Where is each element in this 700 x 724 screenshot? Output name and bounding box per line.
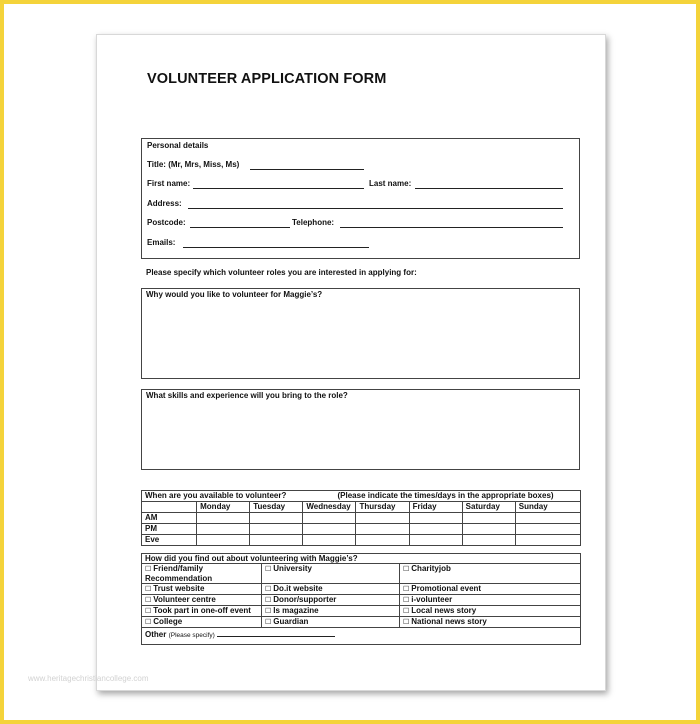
availability-row <box>142 524 581 535</box>
availability-cell[interactable] <box>356 513 409 524</box>
availability-cell[interactable] <box>303 535 356 546</box>
source-option[interactable] <box>400 564 581 584</box>
source-other-row <box>142 628 581 645</box>
source-option[interactable] <box>142 595 262 606</box>
telephone-field[interactable] <box>340 227 563 228</box>
form-title: VOLUNTEER APPLICATION FORM <box>147 71 387 87</box>
availability-cell[interactable] <box>515 524 580 535</box>
why-volunteer-heading: Why would you like to volunteer for Maggie’s? <box>146 290 323 299</box>
source-option-label: Took part in one-off event <box>153 606 251 615</box>
availability-cell[interactable] <box>250 524 303 535</box>
source-option[interactable] <box>262 584 400 595</box>
availability-row <box>142 513 581 524</box>
source-option-label: Promotional event <box>411 584 482 593</box>
source-option-label: Donor/supporter <box>273 595 337 604</box>
checkbox-icon[interactable]: ☐ <box>145 608 152 615</box>
personal-details-heading: Personal details <box>147 141 209 150</box>
emails-label: Emails: <box>147 238 176 247</box>
availability-cell[interactable] <box>409 535 462 546</box>
time-label: Eve <box>142 535 197 546</box>
availability-cell[interactable] <box>197 513 250 524</box>
availability-cell[interactable] <box>197 524 250 535</box>
source-option[interactable] <box>400 617 581 628</box>
checkbox-icon[interactable]: ☐ <box>403 597 410 604</box>
source-row <box>142 595 581 606</box>
source-option-label: National news story <box>411 617 487 626</box>
source-option[interactable] <box>262 617 400 628</box>
source-row <box>142 606 581 617</box>
day-header: Sunday <box>515 502 580 513</box>
availability-cell[interactable] <box>409 513 462 524</box>
availability-cell[interactable] <box>250 535 303 546</box>
source-option[interactable] <box>262 606 400 617</box>
checkbox-icon[interactable]: ☐ <box>265 597 272 604</box>
availability-cell[interactable] <box>303 524 356 535</box>
day-header: Friday <box>409 502 462 513</box>
checkbox-icon[interactable]: ☐ <box>145 619 152 626</box>
personal-details-box <box>141 138 580 259</box>
checkbox-icon[interactable]: ☐ <box>145 597 152 604</box>
skills-box[interactable] <box>141 389 580 470</box>
source-table <box>141 553 581 645</box>
source-option-label: Local news story <box>411 606 477 615</box>
checkbox-icon[interactable]: ☐ <box>403 619 410 626</box>
availability-cell[interactable] <box>462 513 515 524</box>
availability-cell[interactable] <box>250 513 303 524</box>
form-page <box>96 34 606 691</box>
source-option-label: Volunteer centre <box>153 595 216 604</box>
source-row <box>142 617 581 628</box>
checkbox-icon[interactable]: ☐ <box>403 586 410 593</box>
availability-cell[interactable] <box>515 535 580 546</box>
other-note: (Please specify) <box>168 632 215 639</box>
checkbox-icon[interactable]: ☐ <box>265 608 272 615</box>
postcode-field[interactable] <box>190 227 290 228</box>
checkbox-icon[interactable]: ☐ <box>265 566 272 573</box>
other-field[interactable] <box>217 628 335 637</box>
source-option-label: University <box>273 564 312 573</box>
source-option-label: Charityjob <box>411 564 451 573</box>
title-field[interactable] <box>250 169 364 170</box>
source-heading-row <box>142 554 581 564</box>
checkbox-icon[interactable]: ☐ <box>403 608 410 615</box>
source-option[interactable] <box>262 595 400 606</box>
other-label: Other <box>145 630 167 639</box>
first-name-field[interactable] <box>193 188 364 189</box>
availability-cell[interactable] <box>515 513 580 524</box>
time-label: AM <box>142 513 197 524</box>
postcode-label: Postcode: <box>147 218 186 227</box>
corner-cell <box>142 502 197 513</box>
other-cell <box>142 628 581 645</box>
address-label: Address: <box>147 199 182 208</box>
checkbox-icon[interactable]: ☐ <box>403 566 410 573</box>
source-row <box>142 564 581 584</box>
watermark: www.heritagechristiancollege.com <box>28 674 149 683</box>
source-option-label: i-volunteer <box>411 595 453 604</box>
availability-cell[interactable] <box>197 535 250 546</box>
address-field[interactable] <box>188 208 563 209</box>
title-label: Title: (Mr, Mrs, Miss, Ms) <box>147 160 240 169</box>
source-option[interactable] <box>142 584 262 595</box>
availability-cell[interactable] <box>462 535 515 546</box>
last-name-field[interactable] <box>415 188 563 189</box>
checkbox-icon[interactable]: ☐ <box>145 586 152 593</box>
checkbox-icon[interactable]: ☐ <box>145 566 152 573</box>
availability-row <box>142 535 581 546</box>
source-option-label: Is magazine <box>273 606 319 615</box>
first-name-label: First name: <box>147 179 191 188</box>
checkbox-icon[interactable]: ☐ <box>265 619 272 626</box>
availability-table <box>141 490 581 546</box>
last-name-label: Last name: <box>369 179 412 188</box>
checkbox-icon[interactable]: ☐ <box>265 586 272 593</box>
skills-heading: What skills and experience will you bring to the role? <box>146 391 348 400</box>
availability-cell[interactable] <box>409 524 462 535</box>
source-row <box>142 584 581 595</box>
source-option[interactable] <box>142 606 262 617</box>
source-option-label: Guardian <box>273 617 309 626</box>
source-option[interactable] <box>142 564 262 584</box>
day-header: Wednesday <box>303 502 356 513</box>
availability-heading: When are you available to volunteer? <box>145 491 287 500</box>
day-header: Tuesday <box>250 502 303 513</box>
day-header: Saturday <box>462 502 515 513</box>
emails-field[interactable] <box>183 247 369 248</box>
availability-cell[interactable] <box>356 524 409 535</box>
roles-instruction: Please specify which volunteer roles you are interested in applying for: <box>146 268 417 277</box>
source-option-label: Do.it website <box>273 584 323 593</box>
availability-cell[interactable] <box>462 524 515 535</box>
source-option[interactable] <box>400 595 581 606</box>
source-heading: How did you find out about volunteering with Maggie’s? <box>145 554 358 563</box>
availability-cell[interactable] <box>303 513 356 524</box>
day-header: Monday <box>197 502 250 513</box>
telephone-label: Telephone: <box>292 218 335 227</box>
time-label: PM <box>142 524 197 535</box>
source-option[interactable] <box>142 617 262 628</box>
source-option-label: College <box>153 617 183 626</box>
source-option[interactable] <box>262 564 400 584</box>
availability-cell[interactable] <box>356 535 409 546</box>
source-option[interactable] <box>400 584 581 595</box>
source-option-label: Trust website <box>153 584 205 593</box>
why-volunteer-box[interactable] <box>141 288 580 379</box>
availability-heading-row <box>142 491 581 502</box>
source-option-label: Friend/family Recommendation <box>145 564 213 583</box>
day-header: Thursday <box>356 502 409 513</box>
availability-days-row <box>142 502 581 513</box>
availability-note: (Please indicate the times/days in the appropriate boxes) <box>337 491 554 500</box>
source-option[interactable] <box>400 606 581 617</box>
